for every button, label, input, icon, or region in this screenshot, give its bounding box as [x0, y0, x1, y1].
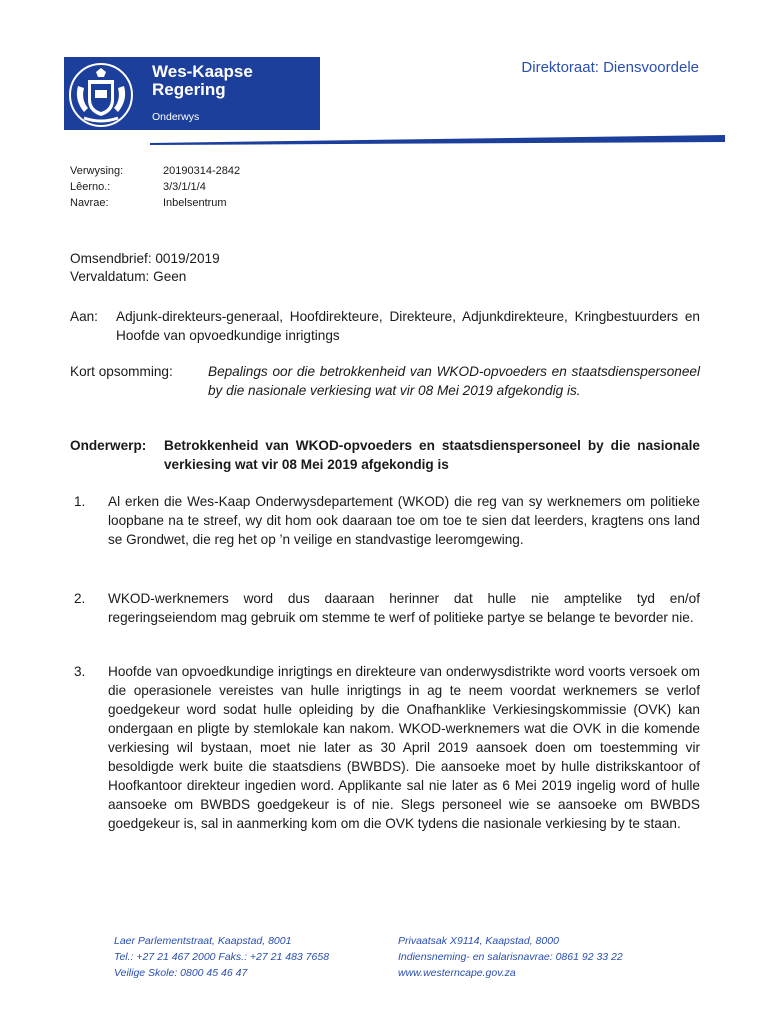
- footer-line: Veilige Skole: 0800 45 46 47: [114, 967, 248, 979]
- reference-row: [70, 195, 240, 211]
- header-divider: [150, 133, 725, 145]
- brand-line-1: Wes-Kaapse: [152, 62, 253, 81]
- subject-text: Betrokkenheid van WKOD-opvoeders en staatsdienspersoneel by die nasionale verkiesing wat vir 08 Mei 2019 afgekondig is: [164, 438, 700, 472]
- footer-line: Indiensneming- en salarisnavrae: 0861 92 33 22: [398, 951, 623, 963]
- reference-block: [70, 163, 240, 211]
- brand-department: Onderwys: [152, 111, 200, 123]
- brand-name: [152, 63, 322, 99]
- reference-row: [70, 179, 240, 195]
- paragraph-number: 3.: [74, 664, 86, 679]
- coat-of-arms-icon: [66, 60, 136, 130]
- reference-value: 20190314-2842: [163, 165, 241, 177]
- paragraph-text: Hoofde van opvoedkundige inrigtings en direkteure van onderwysdistrikte word voorts versoek om die operasionele vereistes van hulle inrigtings in ag te neem voordat werknemers se verlof goedgekeur word sodat hulle opleiding by die Onafhanklike Verkiesingskommissie (OVK) kan ondergaan en pligte by stemlokale kan nakom. WKOD-werknemers wat die OVK in die komende verkiesing wil bystaan, moet nie later as 30 April 2019 aansoek doen om toestemming vir besoldigde werk buite die staatsdiens (BWBDS). Die aansoeke moet by hulle distrikskantoor of Hoofkantoor direkteur ingedien word. Applikante sal nie later as 6 Mei 2019 ingelig word of hulle aansoeke om BWBDS goedgekeur is of nie. Slegs personeel wie se aansoeke om BWBDS goedgekeur is, sal in aanmerking kom om die OVK tydens die nasionale verkiesing by te staan.: [108, 664, 700, 831]
- paragraph-text: WKOD-werknemers word dus daaraan herinner dat hulle nie amptelike tyd en/of regeringseiendom mag gebruik om stemme te werf of politieke partye se belange te bevorder nie.: [108, 591, 700, 625]
- directorate-title: Direktoraat: Diensvoordele: [521, 59, 699, 76]
- summary-label: Kort opsomming:: [70, 364, 173, 379]
- reference-label: Lêerno.:: [70, 181, 111, 193]
- circular-number: Omsendbrief: 0019/2019: [70, 251, 220, 266]
- footer-line: Tel.: +27 21 467 2000 Faks.: +27 21 483 7658: [114, 951, 330, 963]
- brand-line-2: Regering: [152, 80, 226, 99]
- footer-line: Laer Parlementstraat, Kaapstad, 8001: [114, 935, 292, 947]
- footer-line: Privaatsak X9114, Kaapstad, 8000: [398, 935, 559, 947]
- paragraph-text: Al erken die Wes-Kaap Onderwysdepartement (WKOD) die reg van sy werknemers om politieke loopbane na te streef, wy dit hom ook daaraan toe om toe te sien dat leerders, kragtens ons land se Grondwet, die reg het op ’n veilige en standvastige leeromgewing.: [108, 494, 700, 547]
- addressees-text: Adjunk-direkteurs-generaal, Hoofdirekteure, Direkteure, Adjunkdirekteure, Kringbestuurders en Hoofde van opvoedkundige inrigtings: [116, 309, 700, 343]
- addressees-label: Aan:: [70, 309, 98, 324]
- reference-label: Verwysing:: [70, 165, 124, 177]
- reference-label: Navrae:: [70, 197, 109, 209]
- subject-label: Onderwerp:: [70, 438, 147, 453]
- footer-contact: [398, 933, 623, 981]
- footer-website-link[interactable]: www.westerncape.gov.za: [398, 967, 516, 979]
- expiry-date: Vervaldatum: Geen: [70, 269, 187, 284]
- paragraph-number: 2.: [74, 591, 86, 606]
- government-logo: [64, 57, 320, 130]
- summary-text: Bepalings oor die betrokkenheid van WKOD-opvoeders en staatsdienspersoneel by die nasionale verkiesing wat vir 08 Mei 2019 afgekondig is.: [208, 364, 700, 398]
- paragraph-number: 1.: [74, 494, 86, 509]
- reference-value: 3/3/1/1/4: [163, 181, 206, 193]
- footer-address: [114, 933, 329, 981]
- reference-row: [70, 163, 240, 179]
- reference-value: Inbelsentrum: [163, 197, 227, 209]
